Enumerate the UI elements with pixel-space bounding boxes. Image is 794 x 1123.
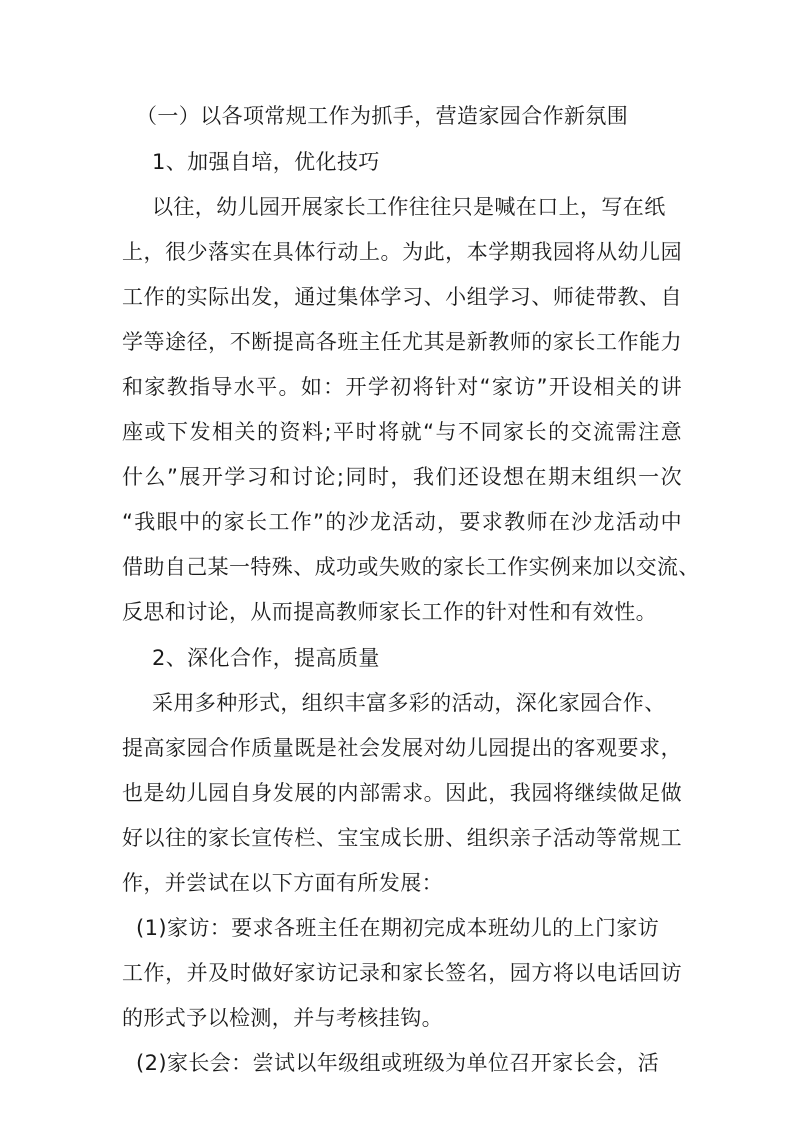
paragraph-line: 好以往的家长宣传栏、宝宝成长册、组织亲子活动等常规工 bbox=[122, 826, 682, 850]
paragraph-line: 工作，并及时做好家访记录和家长签名，园方将以电话回访 bbox=[122, 961, 682, 985]
paragraph-line: “我眼中的家长工作”的沙龙活动，要求教师在沙龙活动中 bbox=[122, 510, 682, 534]
paragraph-line: 提高家园合作质量既是社会发展对幼儿园提出的客观要求， bbox=[122, 736, 682, 760]
paragraph-line: 以往，幼儿园开展家长工作往往只是喊在口上，写在纸 bbox=[152, 195, 666, 219]
paragraph-line: 和家教指导水平。如：开学初将针对“家访”开设相关的讲 bbox=[122, 375, 682, 399]
paragraph-line: 也是幼儿园自身发展的内部需求。因此，我园将继续做足做 bbox=[122, 781, 682, 805]
paragraph-line: 上，很少落实在具体行动上。为此，本学期我园将从幼儿园 bbox=[122, 240, 682, 264]
paragraph-line: 的形式予以检测，并与考核挂钩。 bbox=[122, 1006, 443, 1030]
paragraph-line: 反思和讨论，从而提高教师家长工作的针对性和有效性。 bbox=[122, 600, 657, 624]
paragraph-line: 座或下发相关的资料;平时将就“与不同家长的交流需注意 bbox=[122, 420, 682, 444]
subsection-heading-1: 1、加强自培，优化技巧 bbox=[152, 150, 380, 174]
list-item-parent-meeting: (2)家长会：尝试以年级组或班级为单位召开家长会，活 bbox=[136, 1051, 660, 1075]
subsection-heading-2: 2、深化合作，提高质量 bbox=[152, 646, 380, 670]
paragraph-line: 学等途径，不断提高各班主任尤其是新教师的家长工作能力 bbox=[122, 330, 682, 354]
paragraph-line: 作，并尝试在以下方面有所发展： bbox=[122, 871, 443, 895]
list-item-home-visit: (1)家访：要求各班主任在期初完成本班幼儿的上门家访 bbox=[136, 916, 660, 940]
paragraph-line: 借助自己某一特殊、成功或失败的家长工作实例来加以交流、 bbox=[122, 555, 700, 579]
section-heading: （一）以各项常规工作为抓手，营造家园合作新氛围 bbox=[136, 104, 629, 128]
paragraph-line: 什么”展开学习和讨论;同时，我们还设想在期末组织一次 bbox=[122, 465, 682, 489]
paragraph-line: 工作的实际出发，通过集体学习、小组学习、师徒带教、自 bbox=[122, 285, 682, 309]
paragraph-line: 采用多种形式，组织丰富多彩的活动，深化家园合作、 bbox=[152, 691, 666, 715]
